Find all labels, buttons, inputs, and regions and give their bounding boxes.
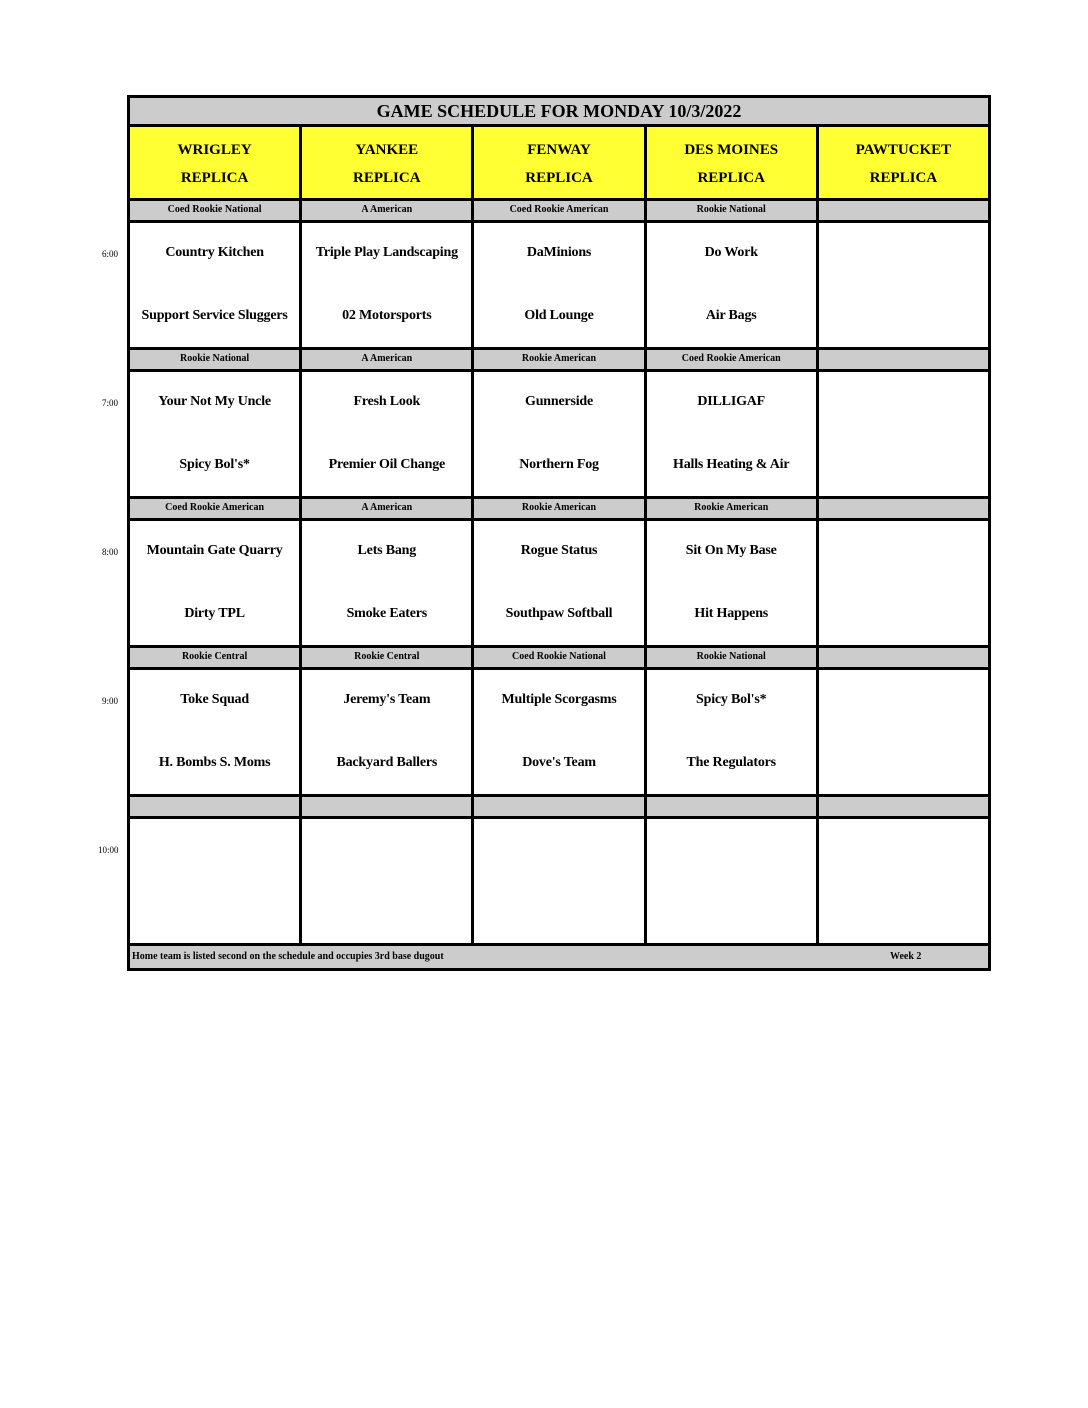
division-label [302,797,474,816]
division-label: A American [302,499,474,518]
away-team: Sit On My Base [685,543,777,558]
venue-type: REPLICA [869,170,938,186]
away-team: Mountain Gate Quarry [146,543,283,558]
schedule-table [127,95,991,971]
away-team: Gunnerside [525,394,594,409]
game-cell [647,521,819,645]
away-team: Toke Squad [180,692,249,707]
home-team: Hit Happens [694,606,769,621]
division-label [819,350,988,369]
game-cell [130,819,302,943]
away-team: Do Work [704,245,758,260]
division-label: Coed Rookie American [474,201,646,220]
game-cell [302,819,474,943]
time-label: 9:00 [102,696,119,706]
venue-name: DES MOINES [684,142,779,158]
away-team: Jeremy's Team [343,692,431,707]
game-cell [474,670,646,794]
away-team: Multiple Scorgasms [501,692,617,707]
venue-header [302,127,474,198]
game-cell [474,223,646,347]
game-cell [647,223,819,347]
time-slots [130,201,988,946]
division-label: Coed Rookie National [130,201,302,220]
time-label: 7:00 [102,398,119,408]
division-label: Coed Rookie American [647,350,819,369]
page-title: GAME SCHEDULE FOR MONDAY 10/3/2022 [130,98,988,127]
away-team: Spicy Bol's* [696,692,767,707]
footer-note: Home team is listed second on the schedule and occupies 3rd base dugout [132,951,444,962]
game-cell [474,521,646,645]
division-label [474,797,646,816]
home-team: Southpaw Softball [505,606,613,621]
home-team: Premier Oil Change [328,457,446,472]
division-label: Coed Rookie American [130,499,302,518]
game-cell [819,521,988,645]
division-label: Rookie American [647,499,819,518]
game-cell [647,372,819,496]
venue-name: YANKEE [355,142,419,158]
division-label: Rookie National [130,350,302,369]
venue-type: REPLICA [180,170,249,186]
away-team: Rogue Status [520,543,598,558]
division-label: Rookie National [647,648,819,667]
game-cell [647,670,819,794]
home-team: Backyard Ballers [336,755,438,770]
away-team: Country Kitchen [165,245,264,260]
game-row [130,670,988,797]
home-team: Spicy Bol's* [179,457,250,472]
away-team: Triple Play Landscaping [315,245,458,260]
game-cell [474,372,646,496]
division-label [647,797,819,816]
game-cell [302,670,474,794]
home-team: Dirty TPL [184,606,245,621]
game-cell [130,521,302,645]
venue-name: FENWAY [527,142,591,158]
game-cell [819,670,988,794]
game-cell [130,670,302,794]
division-label: Rookie American [474,499,646,518]
division-row [130,797,988,819]
game-cell [302,372,474,496]
venue-header-row [130,127,988,201]
division-label: Coed Rookie National [474,648,646,667]
game-cell [302,521,474,645]
game-cell [474,819,646,943]
time-label: 8:00 [102,547,119,557]
game-cell [819,223,988,347]
division-label: A American [302,350,474,369]
game-row [130,521,988,648]
venue-header [474,127,646,198]
division-label: Rookie American [474,350,646,369]
division-label: A American [302,201,474,220]
division-row [130,350,988,372]
venue-header [647,127,819,198]
game-cell [647,819,819,943]
division-row [130,499,988,521]
game-cell [130,223,302,347]
home-team: Old Lounge [524,308,594,323]
division-label [819,648,988,667]
home-team: Dove's Team [522,755,596,770]
time-label: 6:00 [102,249,119,259]
game-cell [130,372,302,496]
venue-name: WRIGLEY [177,142,252,158]
venue-name: PAWTUCKET [855,142,952,158]
division-label: Rookie National [647,201,819,220]
away-team: Lets Bang [357,543,417,558]
game-row [130,372,988,499]
division-row [130,201,988,223]
game-cell [819,819,988,943]
home-team: Smoke Eaters [346,606,428,621]
home-team: Halls Heating & Air [673,457,790,472]
venue-header [819,127,988,198]
game-cell [819,372,988,496]
division-label: Rookie Central [130,648,302,667]
division-label [819,201,988,220]
division-label [819,499,988,518]
venue-type: REPLICA [525,170,593,186]
home-team: The Regulators [686,755,776,770]
away-team: DILLIGAF [697,394,766,409]
home-team: H. Bombs S. Moms [158,755,271,770]
venue-header [130,127,302,198]
away-team: Fresh Look [353,394,421,409]
time-label: 10:00 [98,845,119,855]
game-row [130,223,988,350]
division-row [130,648,988,670]
home-team: 02 Motorsports [342,308,432,323]
away-team: Your Not My Uncle [158,394,271,409]
home-team: Air Bags [705,308,757,323]
footer [130,946,988,968]
away-team: DaMinions [526,245,592,260]
venue-type: REPLICA [697,170,765,186]
game-row [130,819,988,946]
week-label: Week 2 [890,951,922,962]
venue-type: REPLICA [353,170,421,186]
home-team: Support Service Sluggers [141,308,288,323]
division-label [819,797,988,816]
home-team: Northern Fog [519,457,599,472]
division-label [130,797,302,816]
game-cell [302,223,474,347]
division-label: Rookie Central [302,648,474,667]
